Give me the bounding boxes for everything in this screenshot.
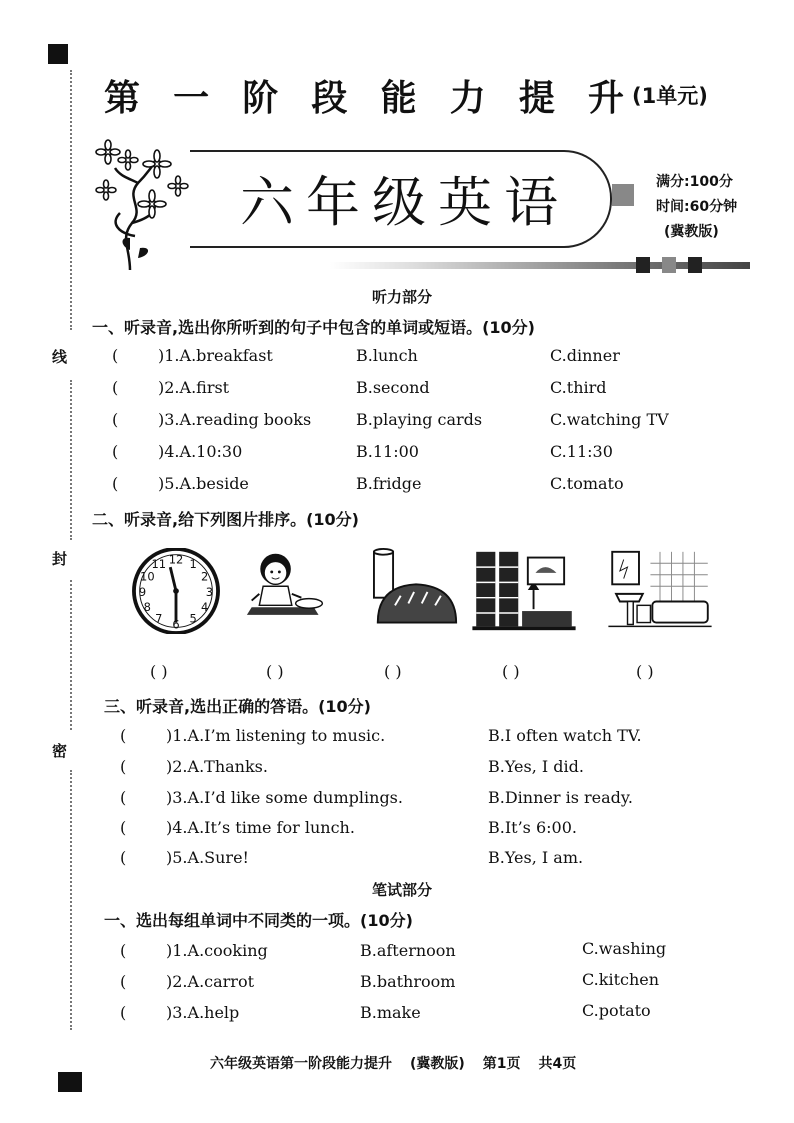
full-score: 满分:100分 — [656, 174, 733, 190]
option-c: C.third — [550, 378, 607, 397]
binding-label-secret: 密 — [52, 742, 68, 760]
option-c: C.washing — [582, 939, 667, 958]
title-char: 力 — [449, 78, 486, 119]
listening-part1-title: 一、听录音,选出你所听到的句子中包含的单词或短语。(10分) — [92, 318, 535, 337]
answer-paren[interactable]: ( — [120, 972, 127, 991]
binding-line — [70, 380, 72, 540]
option-b: B.fridge — [356, 474, 422, 493]
answer-paren[interactable]: ( — [120, 941, 127, 960]
picture-answer-blank[interactable]: ( ) — [636, 662, 654, 681]
svg-text:4: 4 — [201, 600, 209, 615]
listening-part2-title: 二、听录音,给下列图片排序。(10分) — [92, 510, 359, 529]
page-footer — [210, 1053, 576, 1073]
answer-paren[interactable]: ( — [120, 848, 127, 867]
svg-text:8: 8 — [143, 600, 151, 615]
footer-title: 六年级英语第一阶段能力提升 — [210, 1056, 392, 1072]
answer-paren[interactable]: ( — [112, 410, 119, 429]
edition-label: (冀教版) — [664, 224, 719, 240]
svg-text:5: 5 — [189, 611, 197, 626]
option-a: )2.A.carrot — [166, 972, 255, 991]
svg-text:11: 11 — [151, 557, 167, 572]
answer-paren[interactable]: ( — [112, 378, 119, 397]
svg-text:2: 2 — [201, 569, 209, 584]
option-b: B.I often watch TV. — [488, 726, 642, 745]
decorative-bar — [330, 262, 750, 269]
title-char: 第 — [104, 78, 141, 119]
option-c: C.potato — [582, 1001, 651, 1020]
option-c: C.tomato — [550, 474, 624, 493]
title-char: 升 — [587, 78, 624, 119]
option-a: )5.A.Sure! — [166, 848, 249, 867]
svg-text:12: 12 — [168, 552, 184, 567]
decorative-bar-block — [688, 257, 702, 273]
binding-line — [70, 770, 72, 1030]
option-a: )4.A.10:30 — [158, 442, 243, 461]
decorative-bar-block — [662, 257, 676, 273]
option-b: B.lunch — [356, 346, 418, 365]
binding-line — [70, 580, 72, 730]
svg-text:3: 3 — [205, 584, 214, 599]
option-c: C.dinner — [550, 346, 620, 365]
option-b: B.afternoon — [360, 941, 456, 960]
corner-marker-top — [48, 44, 68, 64]
option-a: )5.A.beside — [158, 474, 249, 493]
answer-paren[interactable]: ( — [120, 757, 127, 776]
option-c: C.watching TV — [550, 410, 669, 429]
option-b: B.make — [360, 1003, 421, 1022]
title-char: 能 — [380, 78, 417, 119]
footer-total-pages: 共4页 — [538, 1056, 577, 1072]
clock-picture — [126, 548, 226, 634]
option-a: )2.A.Thanks. — [166, 757, 268, 776]
option-c: C.kitchen — [582, 970, 660, 989]
binding-line — [70, 70, 72, 330]
page-title — [104, 70, 624, 121]
option-a: )4.A.It’s time for lunch. — [166, 818, 355, 837]
picture-answer-blank[interactable]: ( ) — [502, 662, 520, 681]
footer-page-number: 第1页 — [482, 1056, 521, 1072]
listening-part3-title: 三、听录音,选出正确的答语。(10分) — [104, 697, 371, 716]
writing-part1-title: 一、选出每组单词中不同类的一项。(10分) — [104, 911, 413, 930]
banner-grey-square — [612, 184, 634, 206]
bread-milk-picture — [366, 548, 466, 634]
option-b: B.Dinner is ready. — [488, 788, 633, 807]
svg-text:9: 9 — [138, 584, 147, 599]
svg-text:6: 6 — [172, 617, 180, 632]
option-b: B.playing cards — [356, 410, 483, 429]
answer-paren[interactable]: ( — [112, 474, 119, 493]
option-b: B.11:00 — [356, 442, 419, 461]
title-char: 段 — [311, 78, 348, 119]
option-a: )1.A.cooking — [166, 941, 268, 960]
svg-text:1: 1 — [189, 557, 197, 572]
picture-answer-blank[interactable]: ( ) — [150, 662, 168, 681]
banner-title: 六年级英语 — [240, 171, 570, 234]
title-char: 提 — [518, 78, 555, 119]
answer-paren[interactable]: ( — [112, 346, 119, 365]
answer-paren[interactable]: ( — [112, 442, 119, 461]
title-char: 一 — [173, 78, 210, 119]
listening-heading: 听力部分 — [372, 288, 433, 306]
picture-answer-blank[interactable]: ( ) — [266, 662, 284, 681]
flower-decoration-icon — [90, 138, 190, 273]
answer-paren[interactable]: ( — [120, 788, 127, 807]
option-a: )3.A.help — [166, 1003, 240, 1022]
unit-label: (1单元) — [632, 84, 708, 108]
option-a: )3.A.reading books — [158, 410, 312, 429]
svg-text:7: 7 — [155, 611, 163, 626]
picture-answer-blank[interactable]: ( ) — [384, 662, 402, 681]
answer-paren[interactable]: ( — [120, 818, 127, 837]
writing-heading: 笔试部分 — [372, 881, 433, 899]
living-room-picture — [470, 548, 578, 634]
option-b: B.It’s 6:00. — [488, 818, 577, 837]
option-a: )1.A.I’m listening to music. — [166, 726, 386, 745]
option-b: B.Yes, I did. — [488, 757, 584, 776]
option-b: B.bathroom — [360, 972, 456, 991]
title-char: 阶 — [242, 78, 279, 119]
bathroom-picture — [606, 548, 714, 634]
decorative-bar-block — [636, 257, 650, 273]
svg-text:10: 10 — [140, 569, 155, 584]
corner-marker-bottom — [58, 1072, 82, 1092]
girl-eating-picture — [240, 548, 335, 634]
binding-label-line: 线 — [52, 348, 68, 366]
footer-edition: (冀教版) — [410, 1056, 465, 1072]
option-a: )3.A.I’d like some dumplings. — [166, 788, 403, 807]
option-c: C.11:30 — [550, 442, 613, 461]
option-a: )2.A.first — [158, 378, 230, 397]
option-b: B.second — [356, 378, 430, 397]
exam-time: 时间:60分钟 — [656, 199, 738, 215]
answer-paren[interactable]: ( — [120, 726, 127, 745]
binding-label-seal: 封 — [52, 550, 68, 568]
answer-paren[interactable]: ( — [120, 1003, 127, 1022]
option-b: B.Yes, I am. — [488, 848, 584, 867]
option-a: )1.A.breakfast — [158, 346, 273, 365]
